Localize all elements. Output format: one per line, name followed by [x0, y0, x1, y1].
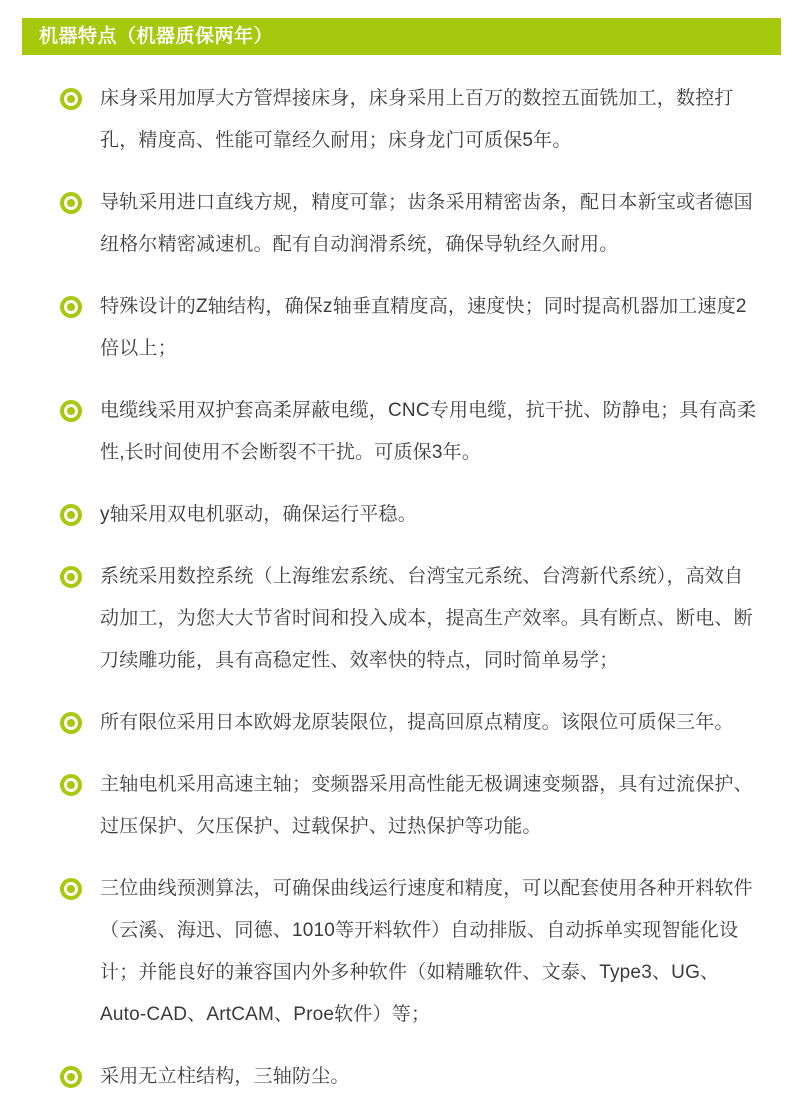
feature-text: 系统采用数控系统（上海维宏系统、台湾宝元系统、台湾新代系统），高效自动加工，为您大大节省时间和投入成本，提高生产效率。具有断点、断电、断刀续雕功能，具有高稳定性、效率快的特点，同时简单易学；: [100, 566, 753, 671]
list-item: [60, 494, 800, 536]
list-item: [60, 390, 800, 474]
bullet-dot: [67, 511, 75, 519]
feature-text: 电缆线采用双护套高柔屏蔽电缆，CNC专用电缆，抗干扰、防静电；具有高柔性,长时间使用不会断裂不干扰。可质保3年。: [100, 400, 757, 463]
bullet-dot: [67, 199, 75, 207]
feature-text: 采用无立柱结构，三轴防尘。: [100, 1066, 350, 1087]
bullet-dot: [67, 781, 75, 789]
bullet-dot: [67, 1073, 75, 1081]
feature-text: 特殊设计的Z轴结构，确保z轴垂直精度高，速度快；同时提高机器加工速度2倍以上；: [100, 296, 747, 359]
feature-text: 三位曲线预测算法，可确保曲线运行速度和精度，可以配套使用各种开料软件（云溪、海迅、同德、1010等开料软件）自动排版、自动拆单实现智能化设计；并能良好的兼容国内外多种软件（如精雕软件、文泰、Type3、UG、Auto-CAD、ArtCAM、Proe软件）等；: [100, 878, 753, 1025]
target-bullseye-icon: [60, 712, 82, 734]
list-item: [60, 78, 800, 162]
feature-text: 导轨采用进口直线方规，精度可靠；齿条采用精密齿条，配日本新宝或者德国纽格尔精密减速机。配有自动润滑系统，确保导轨经久耐用。: [100, 192, 753, 255]
feature-text: y轴采用双电机驱动，确保运行平稳。: [100, 504, 417, 525]
target-bullseye-icon: [60, 774, 82, 796]
target-bullseye-icon: [60, 192, 82, 214]
target-bullseye-icon: [60, 296, 82, 318]
bullet-dot: [67, 719, 75, 727]
list-item: [60, 702, 800, 744]
list-item: [60, 1056, 800, 1098]
feature-text: 主轴电机采用高速主轴；变频器采用高性能无极调速变频器，具有过流保护、过压保护、欠压保护、过载保护、过热保护等功能。: [100, 774, 753, 837]
list-item: [60, 182, 800, 266]
feature-text: 床身采用加厚大方管焊接床身，床身采用上百万的数控五面铣加工，数控打孔，精度高、性能可靠经久耐用；床身龙门可质保5年。: [100, 88, 734, 151]
bullet-dot: [67, 303, 75, 311]
target-bullseye-icon: [60, 400, 82, 422]
list-item: [60, 286, 800, 370]
target-bullseye-icon: [60, 1066, 82, 1088]
feature-list: [60, 78, 800, 1098]
list-item: [60, 868, 800, 1036]
bullet-dot: [67, 885, 75, 893]
bullet-dot: [67, 573, 75, 581]
list-item: [60, 764, 800, 848]
target-bullseye-icon: [60, 88, 82, 110]
bullet-dot: [67, 407, 75, 415]
target-bullseye-icon: [60, 878, 82, 900]
list-item: [60, 556, 800, 682]
section-header: 机器特点（机器质保两年）: [22, 18, 781, 55]
bullet-dot: [67, 95, 75, 103]
target-bullseye-icon: [60, 566, 82, 588]
target-bullseye-icon: [60, 504, 82, 526]
feature-text: 所有限位采用日本欧姆龙原装限位，提高回原点精度。该限位可质保三年。: [100, 712, 734, 733]
